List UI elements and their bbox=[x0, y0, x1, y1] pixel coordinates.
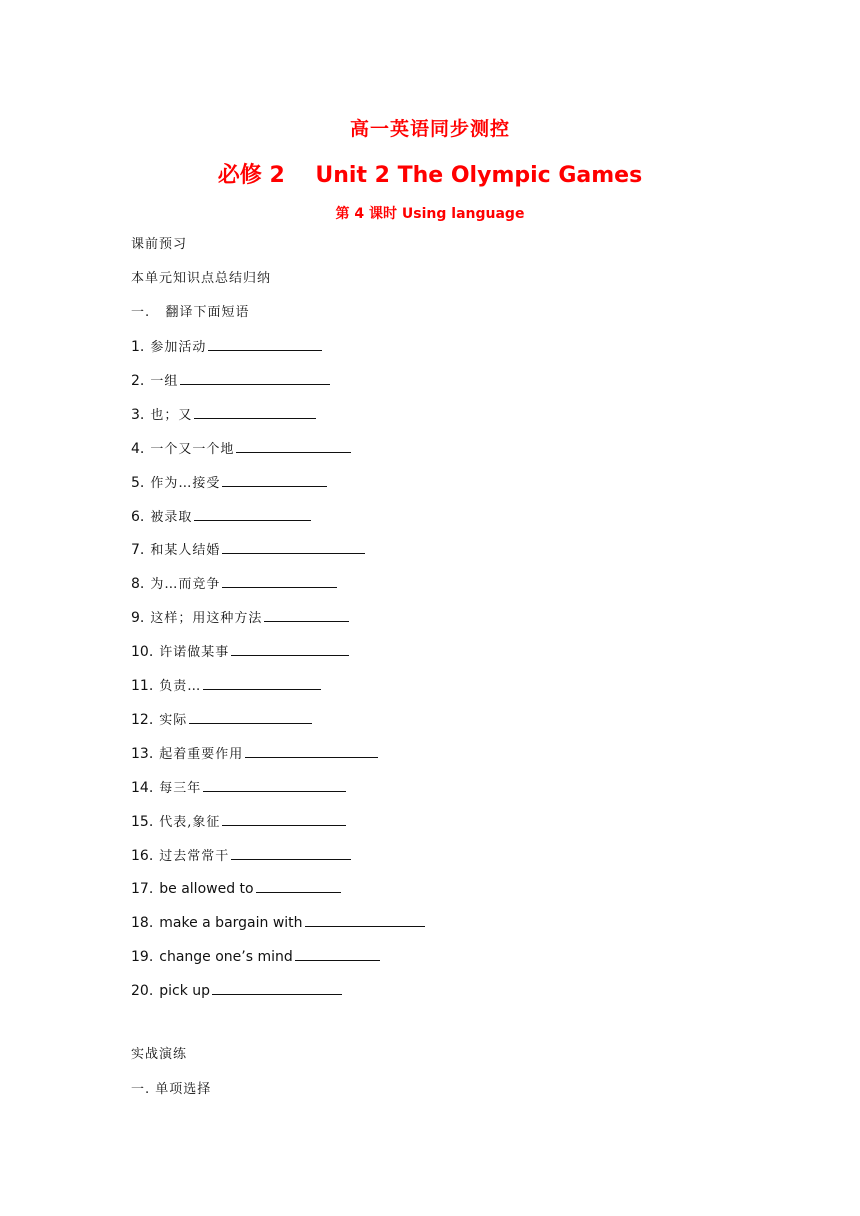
item-number: 4. bbox=[131, 440, 145, 457]
item-number: 19. bbox=[131, 949, 154, 966]
phrase-item bbox=[131, 948, 380, 966]
phrase-item bbox=[131, 677, 321, 696]
section-practice-label: 实战演练 bbox=[131, 1047, 188, 1062]
part-choice-heading: 一. 单项选择 bbox=[131, 1082, 212, 1097]
item-phrase: 一个又一个地 bbox=[150, 441, 235, 457]
lesson-title: 第 4 课时 Using language bbox=[335, 206, 525, 222]
answer-blank[interactable] bbox=[231, 643, 349, 656]
phrase-item bbox=[131, 406, 316, 425]
phrase-item bbox=[131, 982, 342, 1000]
item-phrase: 过去常常干 bbox=[159, 848, 230, 864]
phrase-item bbox=[131, 541, 365, 560]
item-phrase: 代表,象征 bbox=[159, 814, 221, 830]
phrase-item bbox=[131, 813, 346, 832]
phrase-item bbox=[131, 643, 349, 662]
unit-title: 必修 2 Unit 2 The Olympic Games bbox=[217, 163, 643, 188]
item-phrase: be allowed to bbox=[159, 881, 254, 898]
phrase-item bbox=[131, 474, 327, 493]
answer-blank[interactable] bbox=[203, 677, 321, 690]
answer-blank[interactable] bbox=[222, 813, 346, 826]
section-preview-label: 课前预习 bbox=[131, 237, 188, 252]
answer-blank[interactable] bbox=[222, 474, 327, 487]
item-number: 7. bbox=[131, 542, 145, 559]
item-number: 5. bbox=[131, 474, 145, 491]
summary-label: 本单元知识点总结归纳 bbox=[131, 271, 272, 286]
item-phrase: 和某人结婚 bbox=[150, 543, 221, 559]
answer-blank[interactable] bbox=[295, 948, 380, 961]
item-number: 2. bbox=[131, 372, 145, 389]
answer-blank[interactable] bbox=[203, 779, 346, 792]
answer-blank[interactable] bbox=[231, 847, 351, 860]
item-number: 10. bbox=[131, 644, 154, 661]
item-number: 3. bbox=[131, 406, 145, 423]
item-number: 13. bbox=[131, 745, 154, 762]
phrase-item bbox=[131, 338, 322, 357]
answer-blank[interactable] bbox=[194, 508, 311, 521]
item-number: 18. bbox=[131, 915, 154, 932]
item-phrase: 许诺做某事 bbox=[159, 645, 230, 661]
item-phrase: 负责… bbox=[159, 679, 202, 694]
answer-blank[interactable] bbox=[222, 541, 365, 554]
item-number: 17. bbox=[131, 881, 154, 898]
answer-blank[interactable] bbox=[212, 982, 342, 995]
item-number: 9. bbox=[131, 610, 145, 627]
phrase-item bbox=[131, 745, 378, 764]
item-phrase: 起着重要作用 bbox=[159, 746, 244, 762]
answer-blank[interactable] bbox=[180, 372, 330, 385]
item-phrase: 每三年 bbox=[159, 780, 202, 796]
phrase-item bbox=[131, 440, 351, 459]
item-number: 12. bbox=[131, 711, 154, 728]
item-number: 8. bbox=[131, 576, 145, 593]
item-phrase: pick up bbox=[159, 983, 211, 1000]
item-number: 20. bbox=[131, 983, 154, 1000]
answer-blank[interactable] bbox=[189, 711, 312, 724]
document-title: 高一英语同步测控 bbox=[349, 118, 510, 140]
answer-blank[interactable] bbox=[264, 609, 349, 622]
item-number: 15. bbox=[131, 813, 154, 830]
answer-blank[interactable] bbox=[305, 914, 425, 927]
item-phrase: make a bargain with bbox=[159, 915, 303, 932]
phrase-item bbox=[131, 880, 341, 898]
item-phrase: 为…而竞争 bbox=[150, 577, 221, 593]
item-number: 11. bbox=[131, 678, 154, 694]
item-number: 6. bbox=[131, 508, 145, 525]
phrase-item bbox=[131, 779, 346, 798]
item-phrase: change one’s mind bbox=[159, 949, 293, 966]
answer-blank[interactable] bbox=[245, 745, 378, 758]
answer-blank[interactable] bbox=[208, 338, 322, 351]
item-phrase: 也；又 bbox=[150, 407, 193, 423]
phrase-item bbox=[131, 575, 337, 594]
item-number: 14. bbox=[131, 779, 154, 796]
phrase-item bbox=[131, 847, 351, 866]
item-phrase: 作为…接受 bbox=[150, 475, 221, 491]
answer-blank[interactable] bbox=[194, 406, 316, 419]
answer-blank[interactable] bbox=[236, 440, 351, 453]
answer-blank[interactable] bbox=[256, 880, 341, 893]
item-phrase: 一组 bbox=[150, 373, 179, 389]
phrase-item bbox=[131, 711, 312, 730]
part1-heading: 一. 翻译下面短语 bbox=[131, 305, 250, 320]
item-phrase: 参加活动 bbox=[150, 340, 207, 355]
item-phrase: 被录取 bbox=[150, 509, 193, 525]
item-phrase: 这样；用这种方法 bbox=[150, 611, 263, 627]
item-number: 1. bbox=[131, 339, 145, 355]
item-number: 16. bbox=[131, 847, 154, 864]
item-phrase: 实际 bbox=[159, 712, 188, 728]
phrase-item bbox=[131, 372, 330, 391]
phrase-item bbox=[131, 914, 425, 932]
phrase-item bbox=[131, 508, 311, 527]
phrase-item bbox=[131, 609, 349, 628]
answer-blank[interactable] bbox=[222, 575, 337, 588]
